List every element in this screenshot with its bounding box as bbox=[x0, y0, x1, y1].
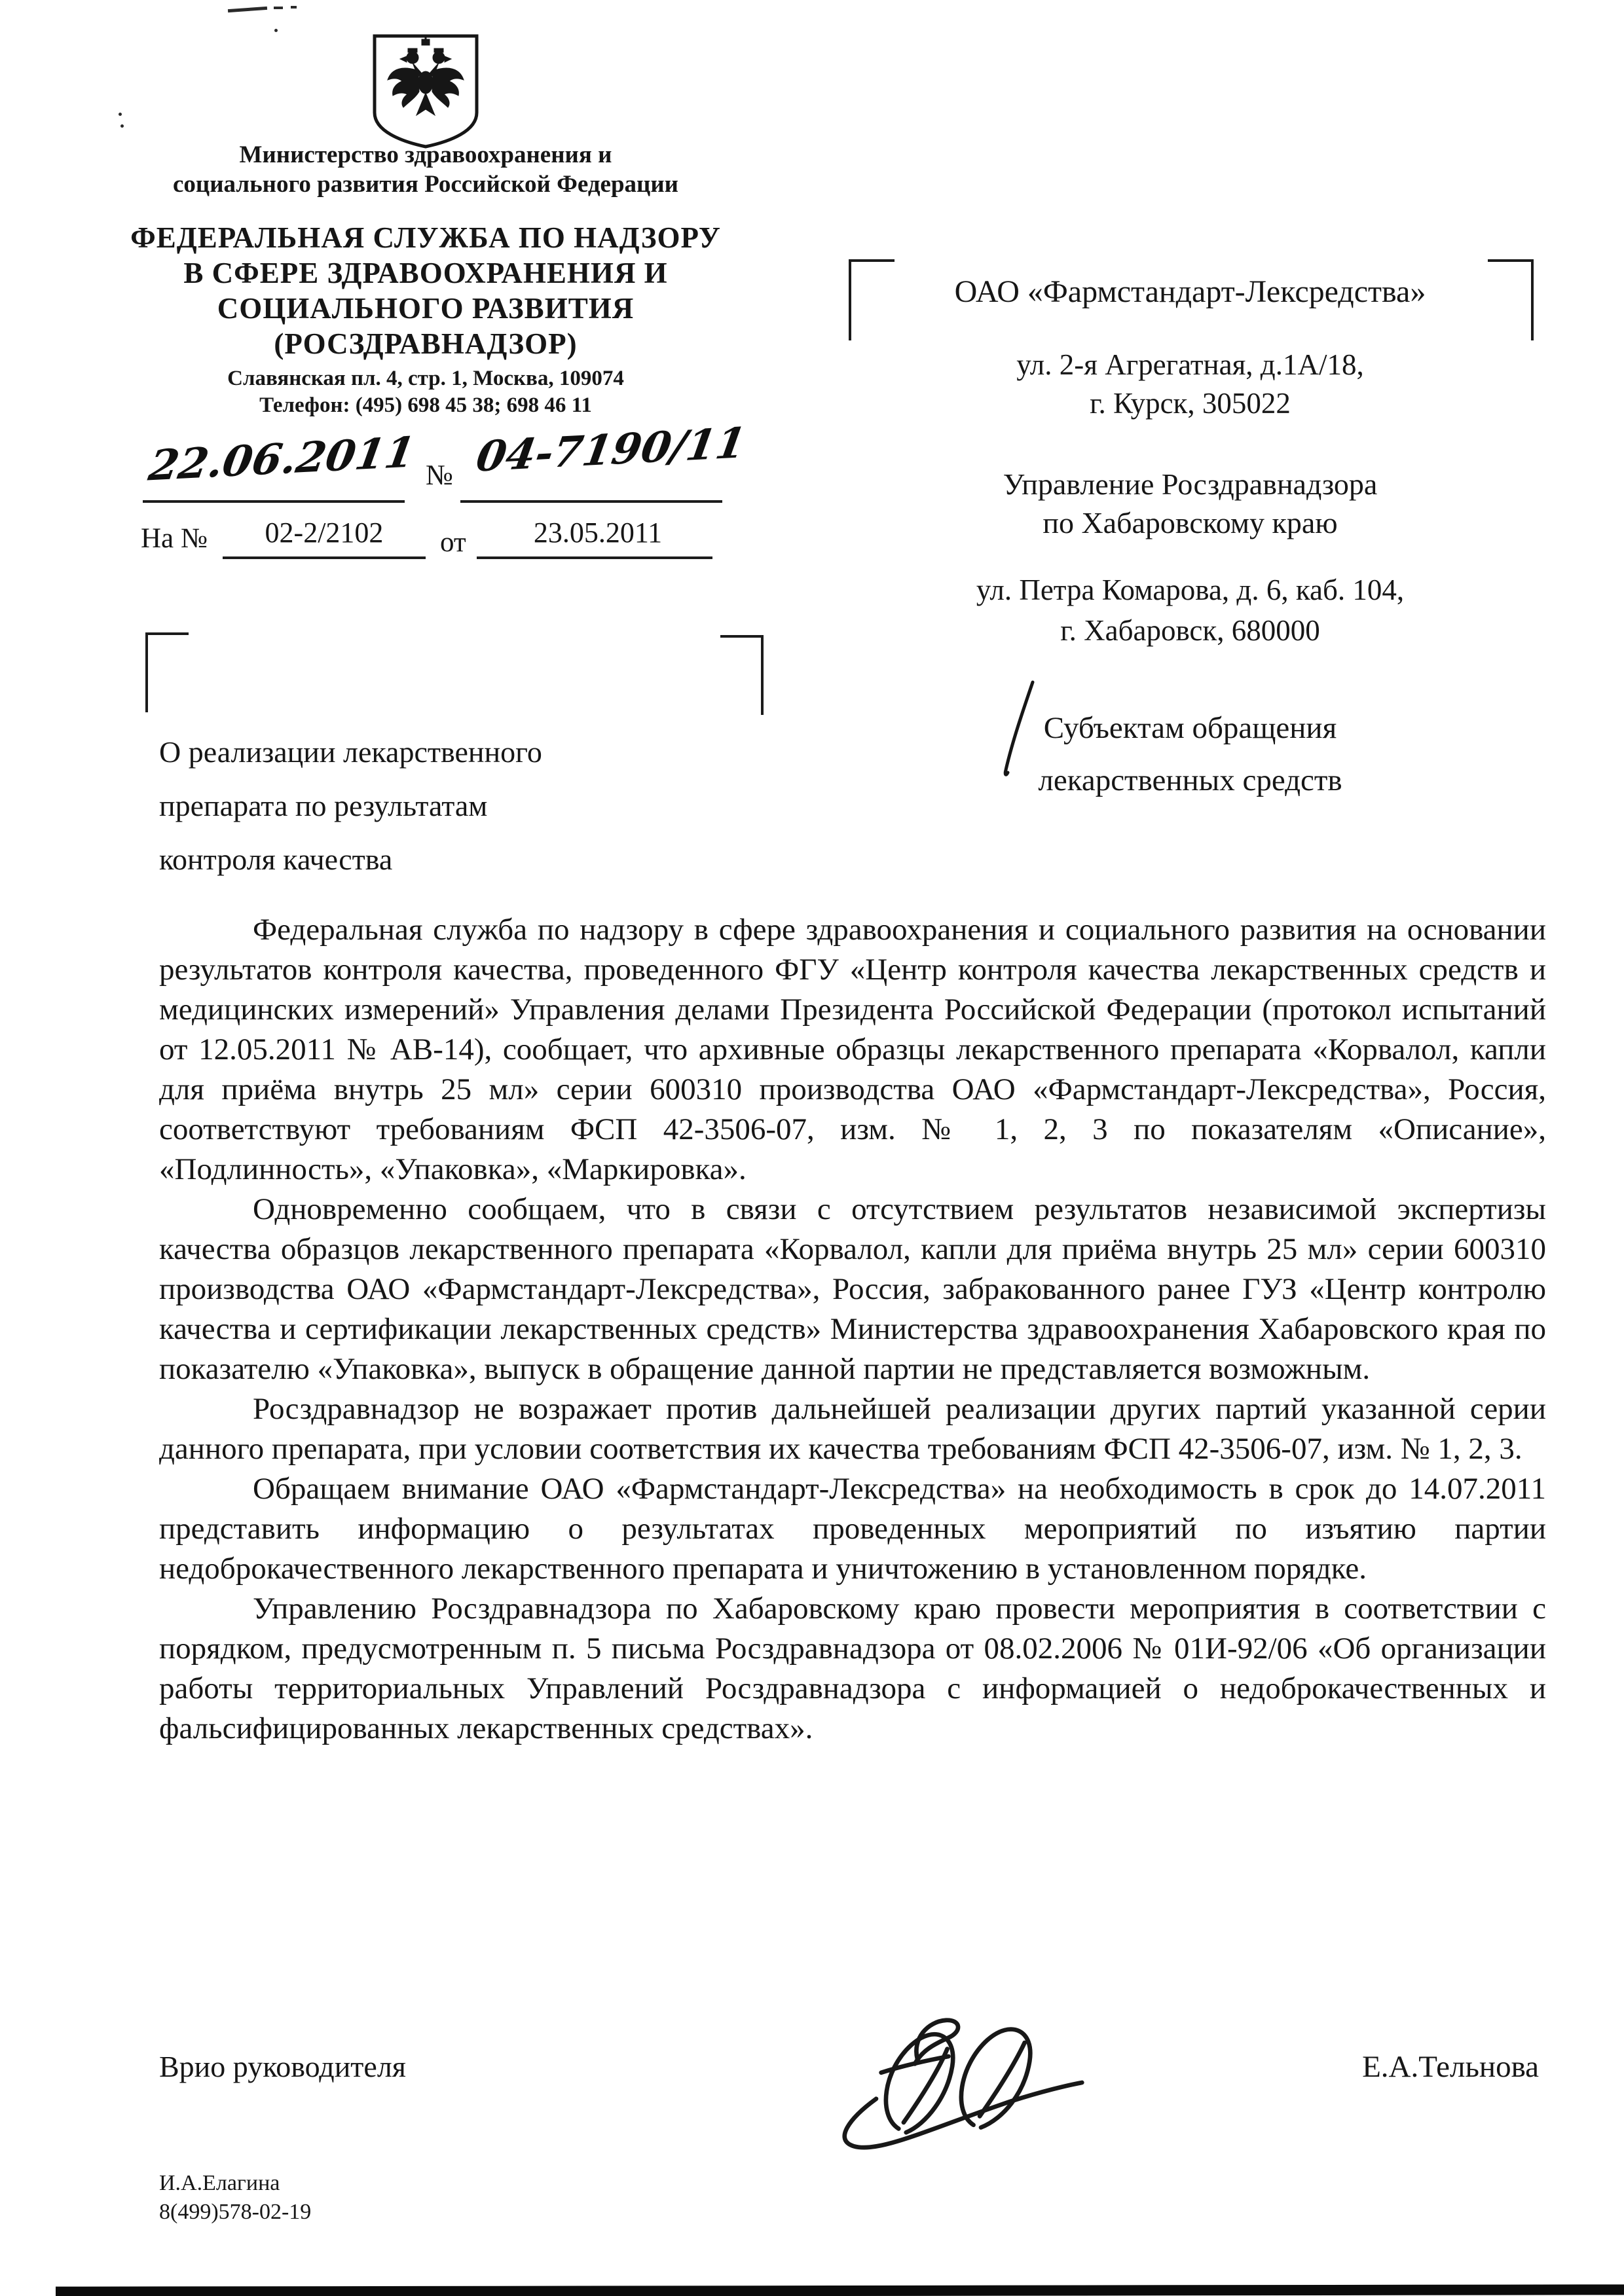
outgoing-date-handwritten: 22.06.2011 bbox=[145, 428, 418, 491]
recipient-department-address-line1: ул. Петра Комарова, д. 6, каб. 104, bbox=[976, 574, 1405, 606]
recipient-department-line1: Управление Росздравнадзора bbox=[1003, 467, 1378, 501]
recipient-company-address-line1: ул. 2-я Агрегатная, д.1А/18, bbox=[1016, 348, 1364, 381]
recipient-department-line2: по Хабаровскому краю bbox=[1043, 506, 1338, 539]
service-line4: (РОСЗДРАВНАДЗОР) bbox=[274, 327, 578, 360]
reply-number-underline bbox=[223, 556, 426, 559]
scan-noise-mark bbox=[274, 7, 283, 9]
recipient-department bbox=[851, 465, 1529, 542]
reply-number: 02-2/2102 bbox=[265, 517, 384, 549]
service-line2: В СФЕРЕ ЗДРАВООХРАНЕНИЯ И bbox=[183, 257, 668, 289]
subject-line2: препарата по результатам bbox=[159, 789, 488, 822]
service-name bbox=[98, 220, 753, 361]
letterhead-phone: Телефон: (495) 698 45 38; 698 46 11 bbox=[259, 393, 592, 417]
reply-to-label: На № bbox=[141, 523, 208, 554]
signer-name: Е.А.Тельнова bbox=[1362, 2050, 1539, 2084]
number-sign-label: № bbox=[426, 459, 453, 491]
ministry-line2: социального развития Российской Федерации bbox=[172, 171, 679, 198]
reply-date-underline bbox=[477, 556, 712, 559]
recipient-company-address-line2: г. Курск, 305022 bbox=[1090, 387, 1291, 420]
handwritten-signature-icon bbox=[824, 1984, 1086, 2155]
russia-coat-of-arms-icon bbox=[371, 33, 481, 151]
ministry-line1: Министерство здравоохранения и bbox=[239, 141, 612, 168]
letter-body bbox=[159, 910, 1546, 1749]
scan-noise-mark bbox=[291, 6, 297, 9]
service-line1: ФЕДЕРАЛЬНАЯ СЛУЖБА ПО НАДЗОРУ bbox=[130, 221, 721, 254]
recipient-subjects bbox=[851, 702, 1529, 807]
ministry-name bbox=[98, 140, 753, 199]
letterhead-address: Славянская пл. 4, стр. 1, Москва, 109074 bbox=[227, 367, 624, 390]
scan-noise-dot bbox=[119, 113, 122, 116]
scan-noise-mark bbox=[228, 7, 267, 12]
number-underline bbox=[460, 500, 722, 503]
body-paragraph: Обращаем внимание ОАО «Фармстандарт-Лексредства» на необходимость в срок до 14.07.2011 представить информацию о результатах проведенных мероприятий по изъятию партии недоброкачественного лекарственного препарата и уничтожению в установленном порядке. bbox=[159, 1472, 1546, 1586]
signer-position: Врио руководителя bbox=[159, 2050, 406, 2083]
body-paragraph: Одновременно сообщаем, что в связи с отсутствием результатов независимой экспертизы качества образцов лекарственного препарата «Корвалол, капли для приёма внутрь 25 мл» серии 600310 производства ОАО «Фармстандарт-Лексредства», Россия, забракованного ранее ГУЗ «Центр контролю качества и сертификации лекарственных средств» Министерства здравоохранения Хабаровского края по показателю «Упаковка», выпуск в обращение данной партии не представляется возможным. bbox=[159, 1192, 1546, 1386]
scan-edge-artifact bbox=[56, 2284, 1624, 2296]
subject-line3: контроля качества bbox=[159, 843, 393, 876]
reply-date: 23.05.2011 bbox=[533, 517, 663, 549]
recipient-department-address bbox=[851, 570, 1529, 651]
recipient-subjects-line2: лекарственных средств bbox=[1038, 763, 1342, 797]
scan-noise-dot bbox=[274, 29, 278, 32]
subject-corner-mark-right bbox=[720, 635, 764, 715]
letterhead-contacts bbox=[98, 365, 753, 419]
subject-corner-mark-left bbox=[145, 632, 189, 712]
body-paragraph: Управлению Росздравнадзора по Хабаровскому краю провести мероприятия в соответствии с порядком, предусмотренным п. 5 письма Росздравнадзора от 08.02.2006 № 01И-92/06 «Об организации работы территориальных Управлений Росздравнадзора с информацией о недоброкачественных и фальсифицированных лекарственных средствах». bbox=[159, 1592, 1546, 1745]
scan-noise-dot bbox=[120, 124, 124, 128]
letter-subject bbox=[159, 725, 748, 886]
body-paragraph: Федеральная служба по надзору в сфере здравоохранения и социального развития на основании результатов контроля качества, проведенного ФГУ «Центр контроля качества лекарственных средств и медицинских измерений» Управления делами Президента Российской Федерации (протокол испытаний от 12.05.2011 № АВ-14), сообщает, что архивные образцы лекарственного препарата «Корвалол, капли для приёма внутрь 25 мл» серии 600310 производства ОАО «Фармстандарт-Лексредства», Россия, соответствуют требованиям ФСП 42-3506-07, изм. № 1, 2, 3 по показателям «Описание», «Подлинность», «Упаковка», «Маркировка». bbox=[159, 913, 1546, 1186]
recipient-subjects-line1: Субъектам обращения bbox=[1043, 711, 1337, 745]
date-underline bbox=[143, 500, 405, 503]
recipient-company: ОАО «Фармстандарт-Лексредства» bbox=[954, 274, 1426, 309]
outgoing-number-handwritten: 04-7190/11 bbox=[473, 418, 750, 482]
recipient-department-address-line2: г. Хабаровск, 680000 bbox=[1060, 614, 1320, 647]
body-paragraph: Росздравнадзор не возражает против дальнейшей реализации других партий указанной серии данного препарата, при условии соответствия их качества требованиям ФСП 42-3506-07, изм. № 1, 2, 3. bbox=[159, 1392, 1546, 1466]
subject-line1: О реализации лекарственного bbox=[159, 735, 542, 769]
service-line3: СОЦИАЛЬНОГО РАЗВИТИЯ bbox=[217, 292, 635, 325]
reply-from-label: от bbox=[440, 527, 466, 558]
executor-name: И.А.Елагина bbox=[159, 2171, 280, 2195]
executor-phone: 8(499)578-02-19 bbox=[159, 2200, 312, 2224]
recipient-company-address bbox=[851, 346, 1529, 423]
